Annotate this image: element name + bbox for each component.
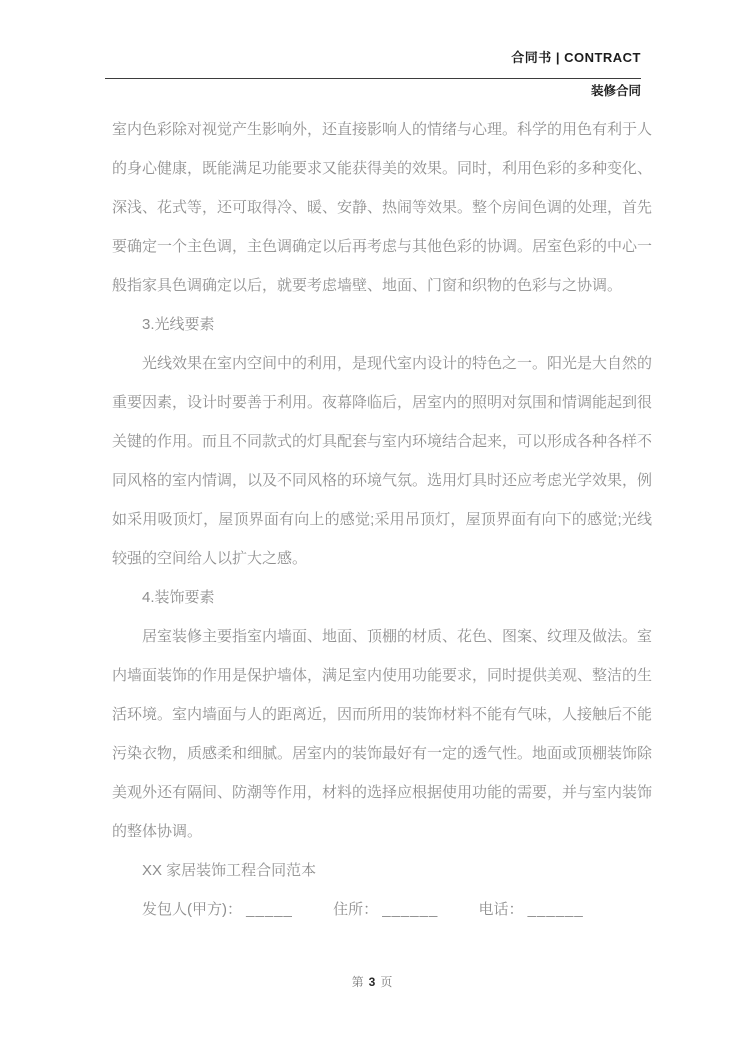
signature-line	[112, 890, 652, 929]
heading-decoration-element: 4.装饰要素	[142, 589, 215, 606]
employer-field	[142, 901, 297, 918]
document-header	[105, 50, 641, 99]
contract-template-title: XX 家居装饰工程合同范本	[142, 862, 317, 879]
employer-blank: _____	[246, 901, 293, 918]
paragraph-light-element: 光线效果在室内空间中的利用，是现代室内设计的特色之一。阳光是大自然的重要因素，设计时要善于利用。夜幕降临后，居室内的照明对氛围和情调能起到很关键的作用。而且不同款式的灯具配套与室内环境结合起来，可以形成各种各样不同风格的室内情调，以及不同风格的环境气氛。选用灯具时还应考虑光学效果，例如采用吸顶灯，屋顶界面有向上的感觉;采用吊顶灯，屋顶界面有向下的感觉;光线较强的空间给人以扩大之感。	[112, 355, 653, 567]
footer-page-number: 3	[368, 975, 376, 989]
address-label: 住所：	[333, 901, 379, 918]
footer-prefix: 第	[351, 975, 364, 989]
address-blank: ______	[382, 901, 439, 918]
phone-label: 电话：	[478, 901, 524, 918]
header-divider	[105, 78, 641, 79]
employer-label: 发包人(甲方)：	[142, 901, 242, 918]
header-subtitle: 装修合同	[590, 84, 641, 98]
footer-suffix: 页	[380, 975, 393, 989]
phone-blank: ______	[527, 901, 584, 918]
paragraph-color-continued: 室内色彩除对视觉产生影响外，还直接影响人的情绪与心理。科学的用色有利于人的身心健康，既能满足功能要求又能获得美的效果。同时，利用色彩的多种变化、深浅、花式等，还可取得冷、暖、安静、热闹等效果。整个房间色调的处理，首先要确定一个主色调，主色调确定以后再考虑与其他色彩的协调。居室色彩的中心一般指家具色调确定以后，就要考虑墙壁、地面、门窗和织物的色彩与之协调。	[112, 121, 653, 294]
phone-field	[478, 901, 583, 918]
heading-light-element: 3.光线要素	[142, 316, 215, 333]
header-title: 合同书 | CONTRACT	[511, 50, 641, 65]
paragraph-decoration-element: 居室装修主要指室内墙面、地面、顶棚的材质、花色、图案、纹理及做法。室内墙面装饰的作用是保护墙体，满足室内使用功能要求，同时提供美观、整洁的生活环境。室内墙面与人的距离近，因而所用的装饰材料不能有气味，人接触后不能污染衣物，质感柔和细腻。居室内的装饰最好有一定的透气性。地面或顶棚装饰除美观外还有隔间、防潮等作用，材料的选择应根据使用功能的需要，并与室内装饰的整体协调。	[112, 628, 653, 840]
document-body	[112, 110, 652, 929]
address-field	[333, 901, 442, 918]
page-footer	[0, 972, 744, 992]
